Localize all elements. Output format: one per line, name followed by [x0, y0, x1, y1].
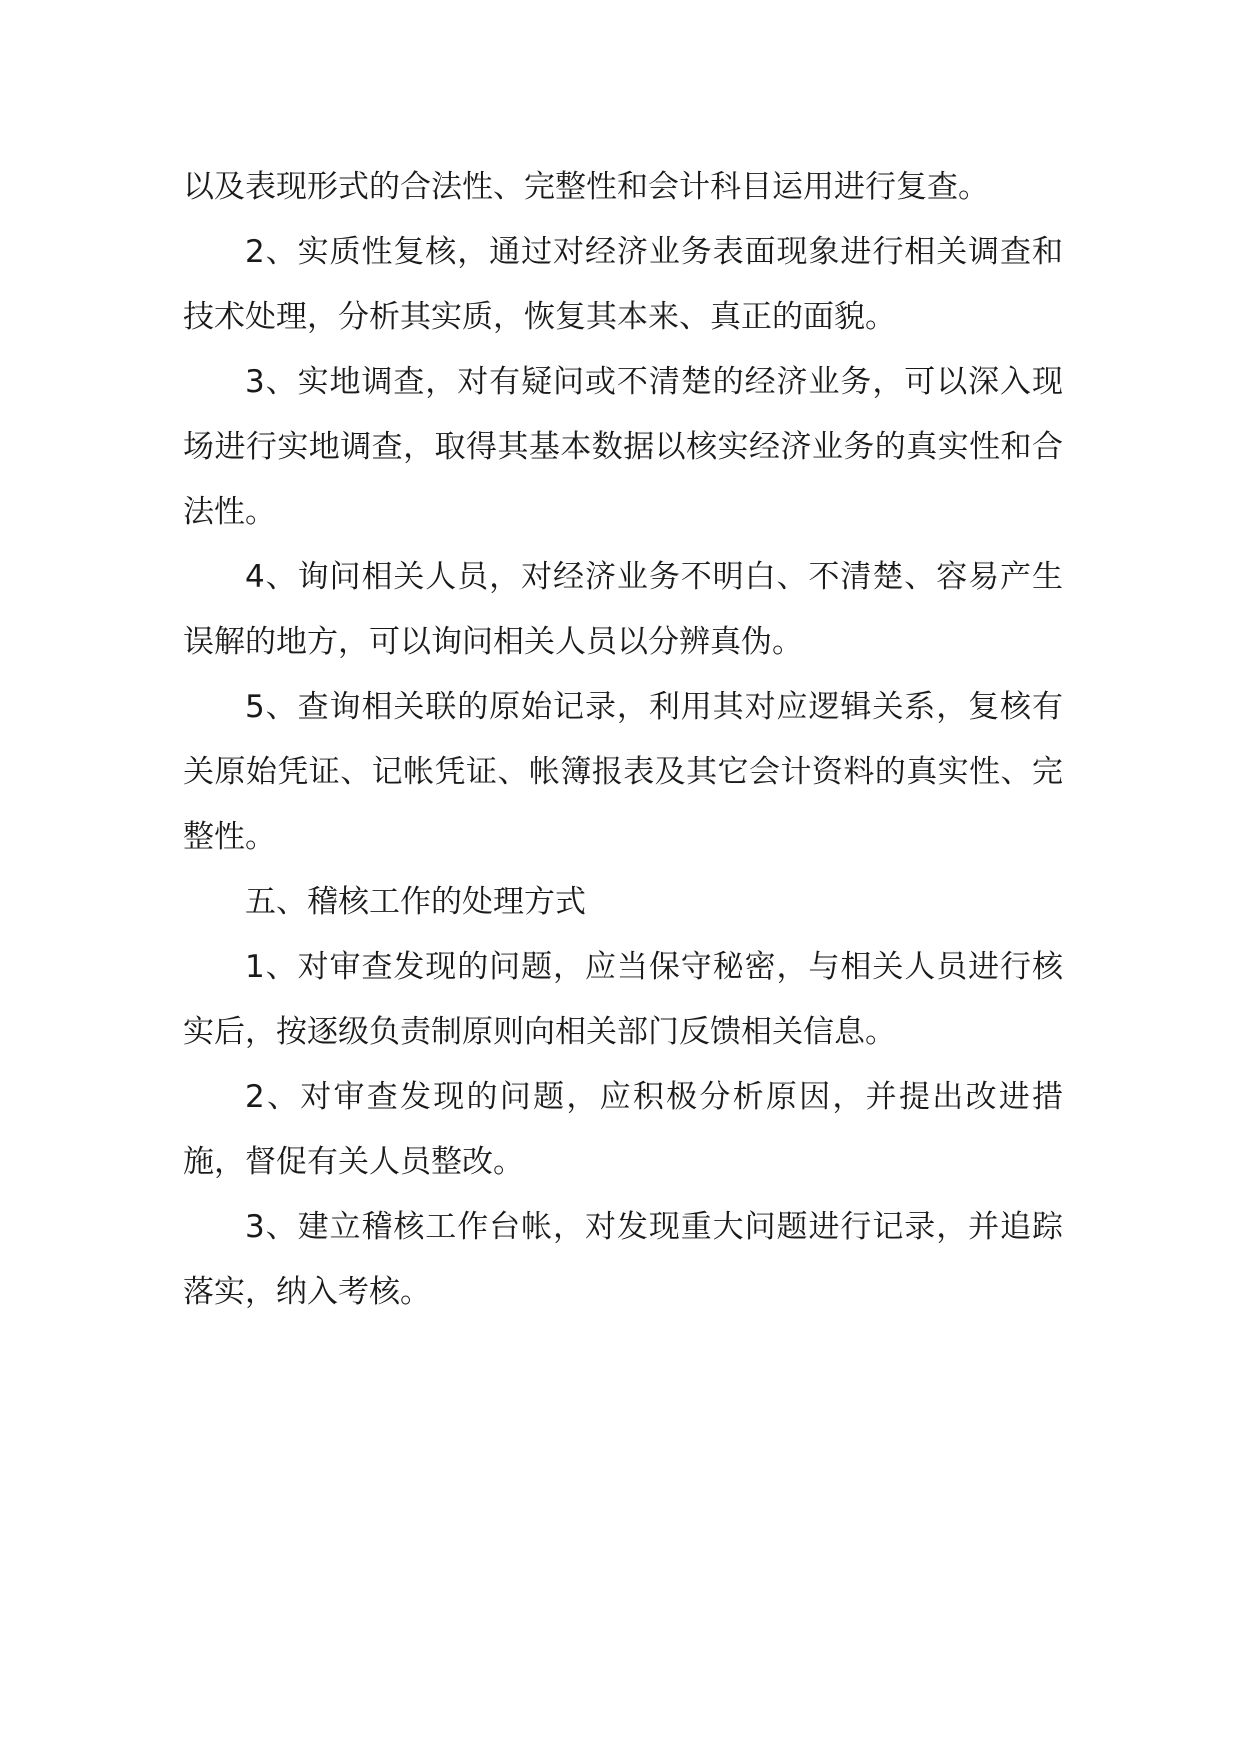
- paragraph-field-investigation: 3、实地调查，对有疑问或不清楚的经济业务，可以深入现场进行实地调查，取得其基本数据以核实经济业务的真实性和合法性。: [183, 364, 1063, 530]
- paragraph-continuation: 以及表现形式的合法性、完整性和会计科目运用进行复查。: [183, 169, 989, 205]
- section-heading-handling: 五、稽核工作的处理方式: [245, 884, 586, 920]
- paragraph-analysis: 2、对审查发现的问题，应积极分析原因，并提出改进措施，督促有关人员整改。: [183, 1079, 1063, 1180]
- paragraph-confidentiality: 1、对审查发现的问题，应当保守秘密，与相关人员进行核实后，按逐级负责制原则向相关部门反馈相关信息。: [183, 949, 1063, 1050]
- paragraph-substantive-review: 2、实质性复核，通过对经济业务表面现象进行相关调查和技术处理，分析其实质，恢复其本来、真正的面貌。: [183, 234, 1063, 335]
- document-body: [183, 155, 1063, 1325]
- paragraph-original-records: 5、查询相关联的原始记录，利用其对应逻辑关系，复核有关原始凭证、记帐凭证、帐簿报表及其它会计资料的真实性、完整性。: [183, 689, 1063, 855]
- paragraph-inquiry: 4、询问相关人员，对经济业务不明白、不清楚、容易产生误解的地方，可以询问相关人员以分辨真伪。: [183, 559, 1063, 660]
- paragraph-ledger: 3、建立稽核工作台帐，对发现重大问题进行记录，并追踪落实，纳入考核。: [183, 1209, 1063, 1310]
